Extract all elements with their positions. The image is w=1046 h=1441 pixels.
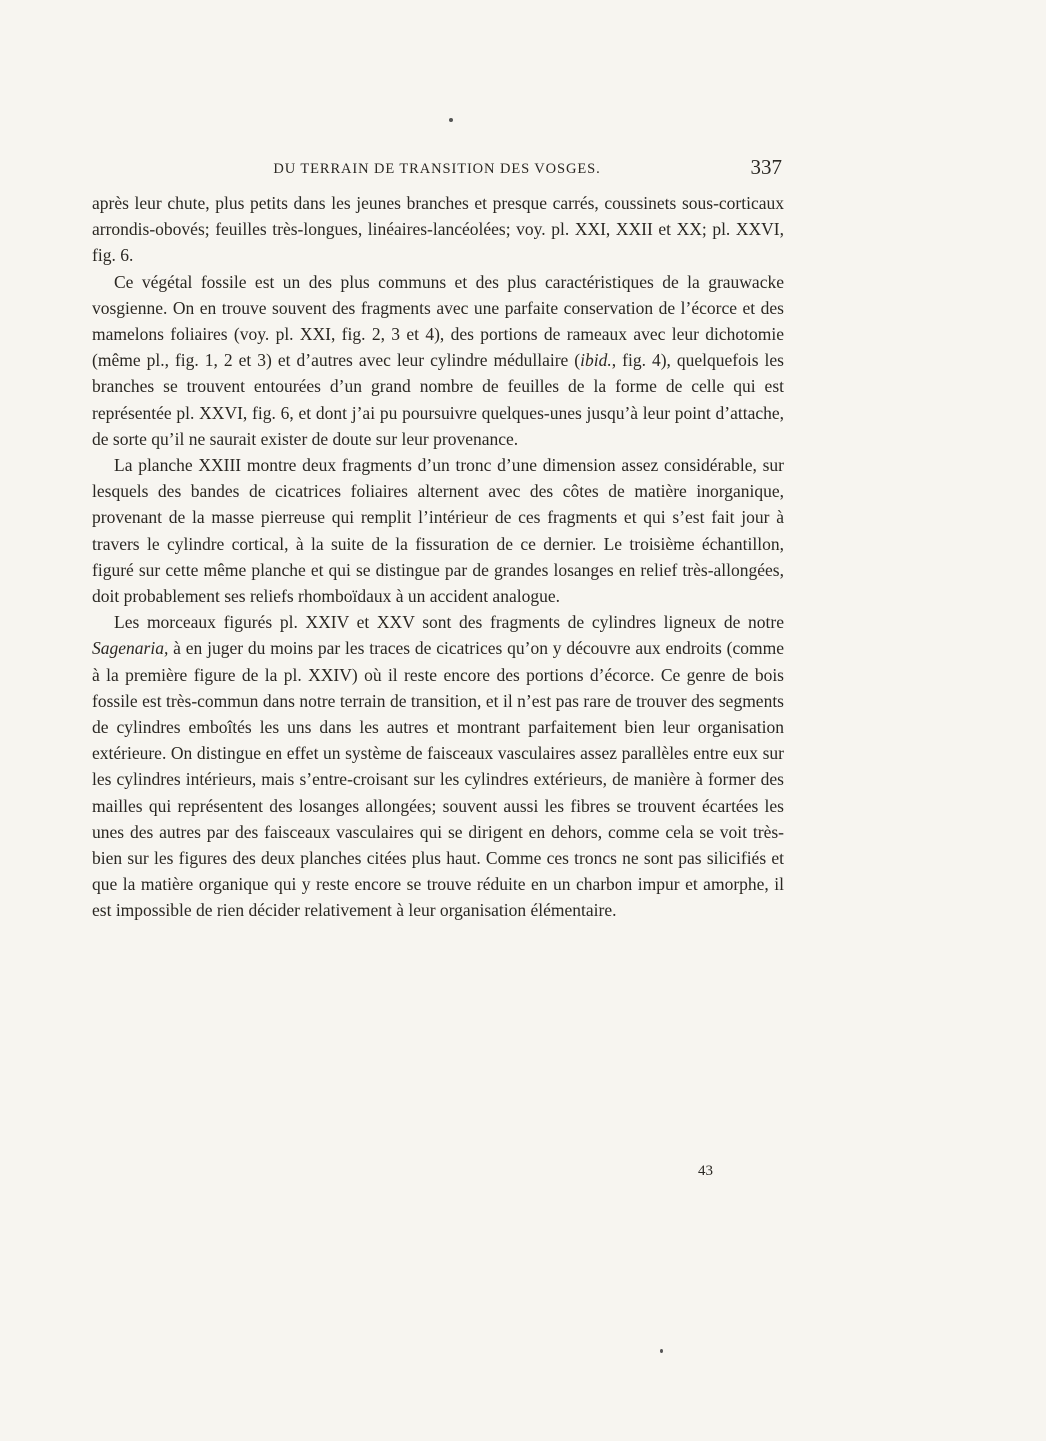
paragraph-4-text-b: à en juger du moins par les traces de cicatrices qu’on y découvre aux endroits (comme à la première figure de la pl. XXIV) où il reste encore des portions d’écorce. Ce genre de bois fossile est très-commun dans notre terrain de transition, et il n’est pas rare de trouver des segments de cylindres emboîtés les uns dans les autres et montrant parfaitement bien leur organisation extérieure. On distingue en effet un système de faisceaux vasculaires assez parallèles entre eux sur les cylindres intérieurs, mais s’entre-croisant sur les cylindres extérieurs, de manière à former des mailles qui représentent des losanges allongées; souvent aussi les fibres se trouvent écartées les unes des autres par des faisceaux vasculaires qui se dirigent en dehors, comme cela se voit très-bien sur les figures des deux planches citées plus haut. Comme ces troncs ne sont pas silicifiés et que la matière organique qui y reste encore se trouve réduite en un charbon impur et amorphe, il est impossible de rien décider relativement à leur organisation élémentaire. [92, 638, 784, 921]
paragraph-4-italic: Sagenaria, [92, 638, 169, 659]
paragraph-3-text: La planche XXIII montre deux fragments d’un tronc d’une dimension assez considérable, sur lesquels des bandes de cicatrices foliaires alternent avec des côtes de matière inorganique, provenant de la masse pierreuse qui remplit l’intérieur de ces fragments et qui s’est fait jour à travers le cylindre cortical, à la suite de la fissuration de ce dernier. Le troisième échantillon, figuré sur cette même planche et qui se distingue par de grandes losanges en relief très-allongées, doit probablement ses reliefs rhomboïdaux à un accident analogue. [92, 455, 784, 607]
ink-speck [660, 1349, 663, 1353]
paragraph-4 [92, 609, 784, 923]
paragraph-3 [92, 452, 784, 609]
paragraph-1-text: après leur chute, plus petits dans les jeunes branches et presque carrés, coussinets sous-corticaux arrondis-obovés; feuilles très-longues, linéaires-lancéolées; voy. pl. XXI, XXII et XX; pl. XXVI, fig. 6. [92, 193, 784, 266]
page-number: 337 [750, 155, 782, 179]
signature-mark: 43 [698, 1163, 713, 1179]
paragraph-2-text-a: Ce végétal fossile est un des plus communs et des plus caractéristiques de la grauwacke vosgienne. On en trouve souvent des fragments avec une parfaite conservation de l’écorce et des mamelons foliaires (voy. pl. XXI, fig. 2, 3 et 4), des portions de rameaux avec leur dichotomie (même pl., fig. 1, 2 et 3) et d’autres avec leur cylindre médullaire ( [92, 271, 784, 371]
paragraph-2-text-b: , fig. 4), quelquefois les branches se trouvent entourées d’un grand nombre de feuilles de la forme de celle qui est représentée pl. XXVI, fig. 6, et dont j’ai pu poursuivre quelques-unes jusqu’à leur point d’attache, de sorte qu’il ne saurait exister de doute sur leur provenance. [92, 350, 784, 449]
body-text [92, 190, 784, 924]
running-header [92, 155, 782, 183]
paragraph-4-text-a: Les morceaux figurés pl. XXIV et XXV sont des fragments de cylindres ligneux de notre [114, 612, 784, 633]
ink-speck [449, 118, 453, 122]
running-title: DU TERRAIN DE TRANSITION DES VOSGES. [273, 161, 601, 177]
paragraph-2-italic: ibid. [580, 350, 612, 371]
paragraph-1 [92, 190, 784, 269]
paragraph-2 [92, 269, 784, 452]
